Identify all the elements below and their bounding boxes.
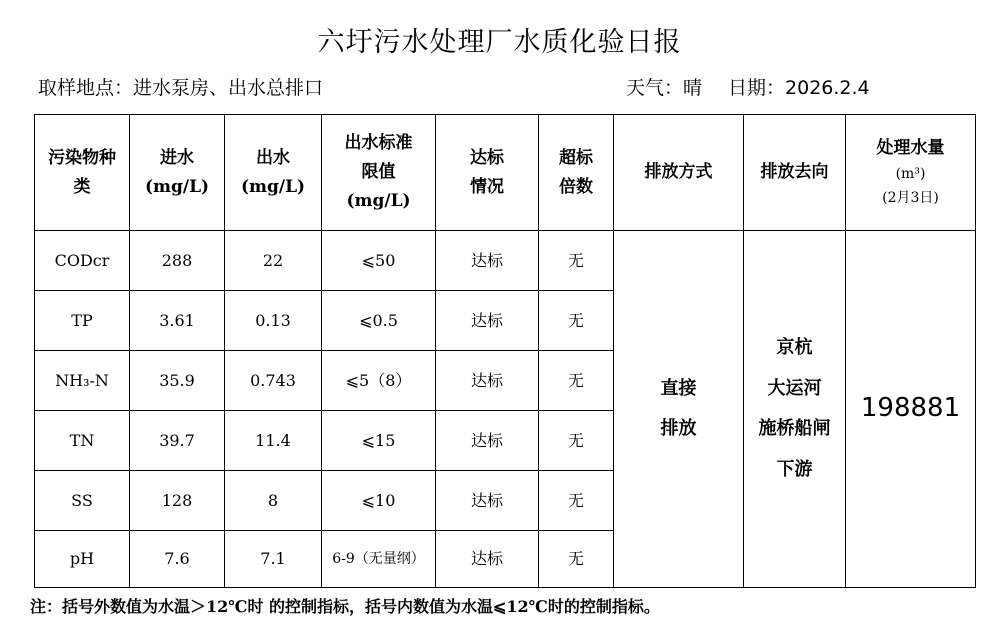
exceed-cell: 无 xyxy=(539,471,614,531)
inflow-cell: 39.7 xyxy=(130,411,225,471)
discharge-method-cell: 直接 排放 xyxy=(614,231,744,588)
limit-cell: ⩽15 xyxy=(322,411,436,471)
discharge-destination-cell: 京杭 大运河 施桥船闸 下游 xyxy=(744,231,846,588)
outflow-cell: 0.13 xyxy=(225,291,322,351)
weather: 天气：晴 xyxy=(626,77,703,99)
header-outflow: 出水 (mg/L) xyxy=(225,115,322,231)
inflow-cell: 35.9 xyxy=(130,351,225,411)
pollutant-cell: NH₃-N xyxy=(35,351,130,411)
status-cell: 达标 xyxy=(436,531,539,588)
report-title: 六圩污水处理厂水质化验日报 xyxy=(317,27,682,58)
limit-cell: 6-9（无量纲） xyxy=(322,531,436,588)
limit-cell: ⩽5（8） xyxy=(322,351,436,411)
treated-volume-cell: 198881 xyxy=(846,231,976,588)
limit-cell: ⩽10 xyxy=(322,471,436,531)
header-status: 达标情况 xyxy=(436,115,539,231)
status-cell: 达标 xyxy=(436,471,539,531)
header-row xyxy=(35,115,976,231)
outflow-cell: 7.1 xyxy=(225,531,322,588)
outflow-cell: 8 xyxy=(225,471,322,531)
inflow-cell: 7.6 xyxy=(130,531,225,588)
header-exceed: 超标 倍数 xyxy=(539,115,614,231)
table-row xyxy=(35,231,976,291)
exceed-cell: 无 xyxy=(539,231,614,291)
outflow-cell: 22 xyxy=(225,231,322,291)
report-date: 日期：2026.2.4 xyxy=(728,77,870,99)
limit-cell: ⩽0.5 xyxy=(322,291,436,351)
exceed-cell: 无 xyxy=(539,531,614,588)
outflow-cell: 0.743 xyxy=(225,351,322,411)
status-cell: 达标 xyxy=(436,351,539,411)
inflow-cell: 128 xyxy=(130,471,225,531)
header-pollutant: 污染物种类 xyxy=(35,115,130,231)
status-cell: 达标 xyxy=(436,411,539,471)
exceed-cell: 无 xyxy=(539,411,614,471)
inflow-cell: 3.61 xyxy=(130,291,225,351)
status-cell: 达标 xyxy=(436,231,539,291)
header-volume: 处理水量 (m³) (2月3日) xyxy=(846,115,976,231)
header-discharge-method: 排放方式 xyxy=(614,115,744,231)
outflow-cell: 11.4 xyxy=(225,411,322,471)
header-inflow: 进水 (mg/L) xyxy=(130,115,225,231)
header-limit: 出水标准 限值 (mg/L) xyxy=(322,115,436,231)
pollutant-cell: CODcr xyxy=(35,231,130,291)
footnote: 注：括号外数值为水温＞12℃时 的控制指标，括号内数值为水温⩽12℃时的控制指标。 xyxy=(30,597,660,616)
weather-date-line xyxy=(626,73,870,100)
exceed-cell: 无 xyxy=(539,351,614,411)
exceed-cell: 无 xyxy=(539,291,614,351)
pollutant-cell: pH xyxy=(35,531,130,588)
sampling-location: 取样地点：进水泵房、出水总排口 xyxy=(38,77,324,99)
limit-cell: ⩽50 xyxy=(322,231,436,291)
pollutant-cell: TP xyxy=(35,291,130,351)
header-discharge-dest: 排放去向 xyxy=(744,115,846,231)
status-cell: 达标 xyxy=(436,291,539,351)
inflow-cell: 288 xyxy=(130,231,225,291)
water-quality-table xyxy=(34,114,976,588)
pollutant-cell: SS xyxy=(35,471,130,531)
pollutant-cell: TN xyxy=(35,411,130,471)
